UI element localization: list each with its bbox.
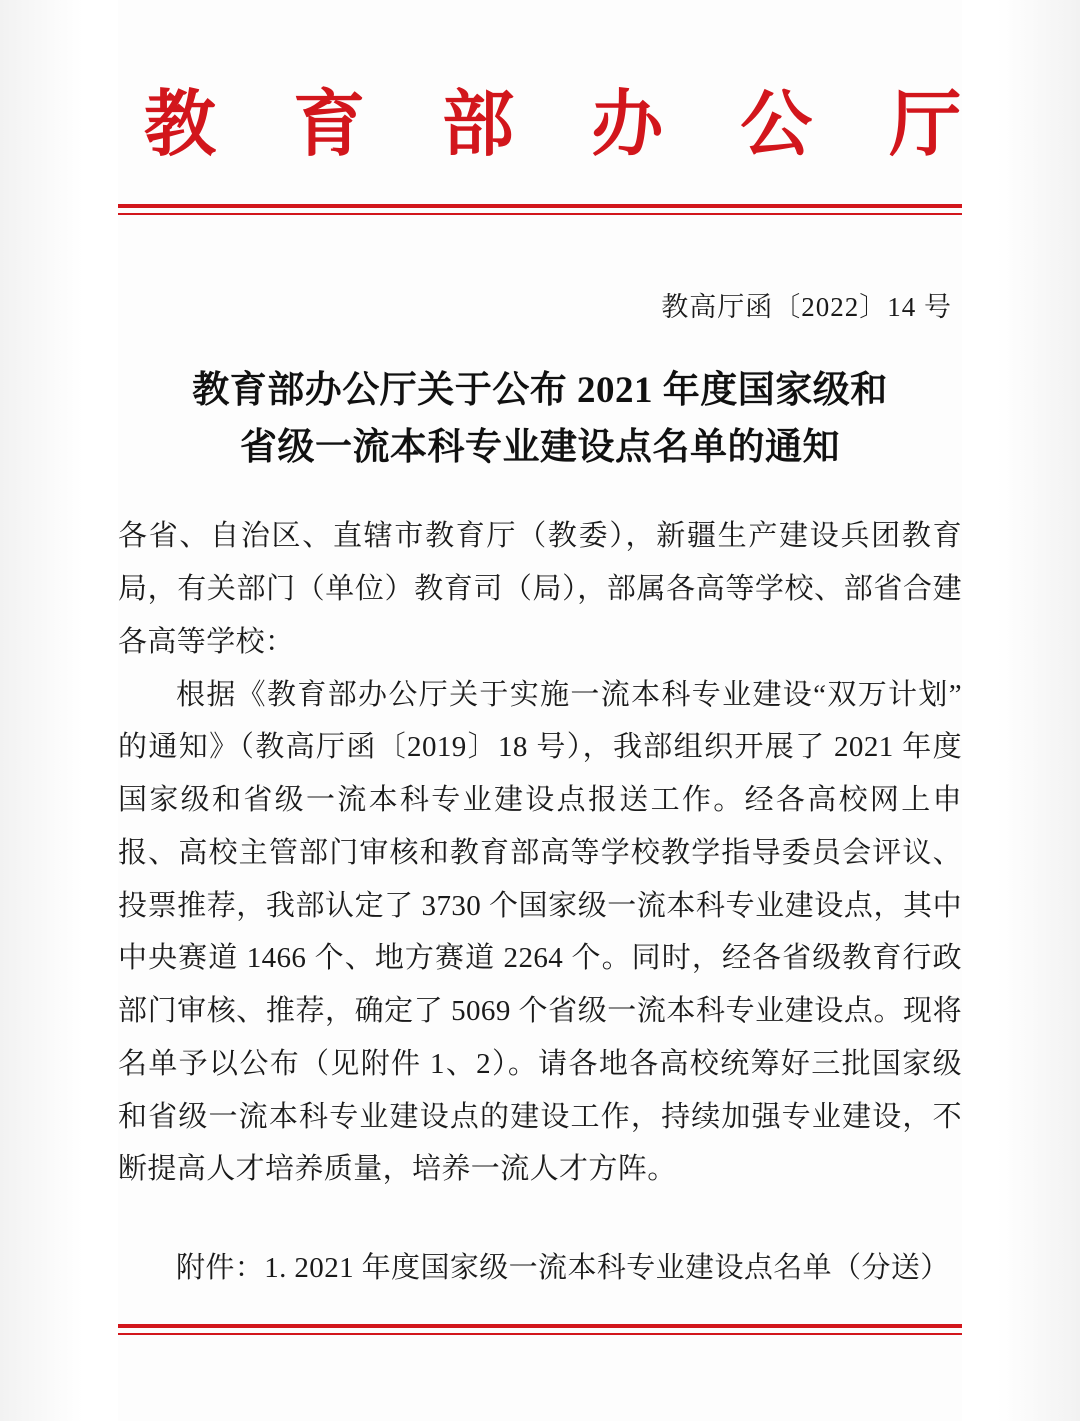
recipients-paragraph: 各省、自治区、直辖市教育厅（教委），新疆生产建设兵团教育局，有关部门（单位）教育司（局），部属各高等学校、部省合建各高等学校： bbox=[118, 520, 962, 658]
document-content bbox=[118, 0, 988, 1421]
page-title bbox=[118, 362, 962, 477]
document-number: 教高厅函〔2022〕14 号 bbox=[661, 291, 952, 322]
issuing-authority-title: 教 育 部 办 公 厅 bbox=[144, 81, 988, 166]
footer-rules bbox=[118, 1324, 962, 1335]
body-paragraph-1: 根据《教育部办公厅关于实施一流本科专业建设“双万计划”的通知》（教高厅函〔2019〕18 号），我部组织开展了 2021 年度国家级和省级一流本科专业建设点报送工作。经各高校网上申报、高校主管部门审核和教育部高等学校教学指导委员会评议、投票推荐，我部认定了 3730 个国家级一流本科专业建设点，其中中央赛道 1466 个、地方赛道 2264 个。同时，经各省级教育行政部门审核、推荐，确定了 5069 个省级一流本科专业建设点。现将名单予以公布（见附件 1、2）。请各地各高校统筹好三批国家级和省级一流本科专业建设点的建设工作，持续加强专业建设，不断提高人才培养质量，培养一流人才方阵。 bbox=[118, 678, 962, 1186]
attachment-line: 附件：1. 2021 年度国家级一流本科专业建设点名单（分送） bbox=[176, 1252, 950, 1285]
page-left-edge bbox=[0, 0, 118, 1421]
masthead-rule-thin bbox=[118, 213, 962, 215]
page-title-line-2: 省级一流本科专业建设点名单的通知 bbox=[240, 426, 840, 468]
masthead bbox=[118, 0, 988, 215]
masthead-rule-thick bbox=[118, 204, 962, 208]
page-right-edge bbox=[962, 0, 1080, 1421]
footer-rule-thick bbox=[118, 1324, 962, 1328]
document-body bbox=[118, 510, 962, 1196]
footer-rule-thin bbox=[118, 1333, 962, 1335]
page-title-line-1: 教育部办公厅关于公布 2021 年度国家级和 bbox=[192, 369, 888, 411]
